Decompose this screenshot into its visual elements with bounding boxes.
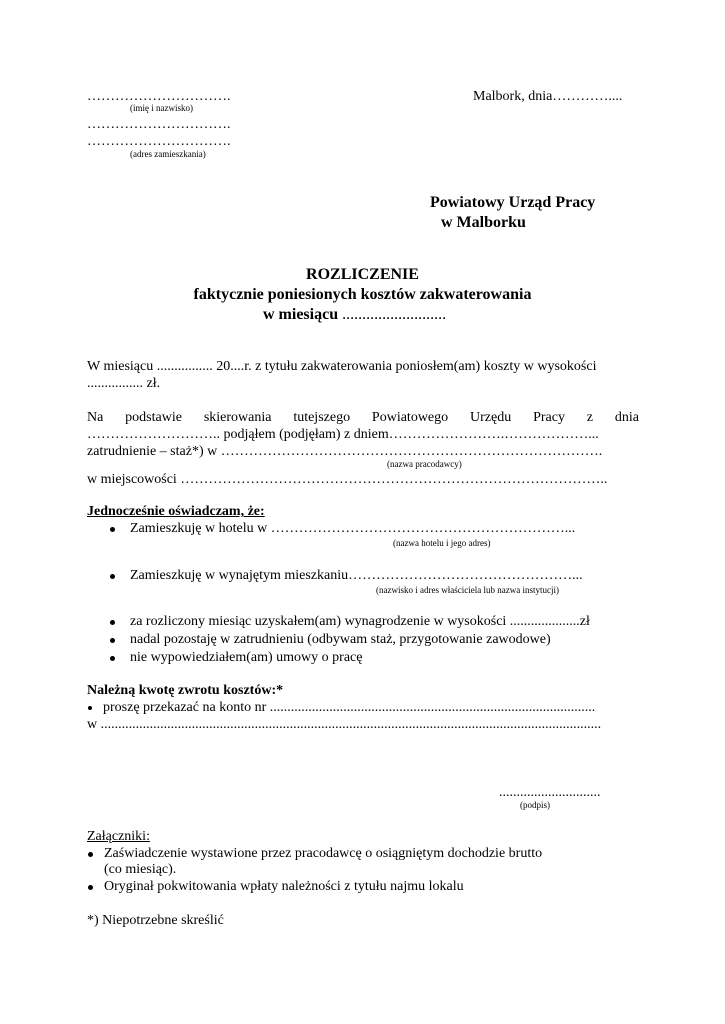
employer-caption: (nazwa pracodawcy) — [387, 459, 462, 469]
title-line1: ROZLICZENIE — [306, 266, 419, 283]
para1-line2: ................ zł. — [87, 376, 161, 391]
attachments-heading: Załączniki: — [87, 829, 150, 844]
para2-line1: Na podstawie skierowania tutejszego Powiatowego Urzędu Pracy z dnia — [87, 410, 639, 425]
bullet-icon — [88, 706, 92, 710]
title-line3-bold: w miesiącu — [263, 306, 339, 323]
bullet-icon — [88, 885, 93, 890]
owner-caption: (nazwisko i adres właściciela lub nazwa instytucji) — [376, 585, 559, 595]
recipient-line1: Powiatowy Urząd Pracy — [430, 194, 596, 211]
sender-address-caption: (adres zamieszkania) — [130, 149, 206, 159]
declaration-item1: Zamieszkuję w hotelu w ………………………………………………………... — [130, 521, 576, 536]
attachment-item1-line2: (co miesiąc). — [104, 862, 177, 877]
bullet-icon — [110, 638, 115, 643]
para2-line2: ……………………….. podjąłem (podjęłam) z dniem…………………….………………... — [87, 427, 599, 442]
bullet-icon — [110, 574, 115, 579]
signature-caption: (podpis) — [520, 800, 550, 810]
attachment-item1-line1: Zaświadczenie wystawione przez pracodawcę o osiągniętym dochodzie brutto — [104, 846, 543, 861]
bullet-icon — [110, 620, 115, 625]
declaration-item5: nie wypowiedziałem(am) umowy o pracę — [130, 650, 363, 665]
hotel-caption: (nazwa hotelu i jego adres) — [393, 538, 491, 548]
declaration-item4: nadal pozostaję w zatrudnieniu (odbywam staż, przygotowanie zawodowe) — [130, 632, 551, 647]
place-date: Malbork, dnia………….... — [473, 89, 623, 104]
sender-address-line1: …………………………. — [87, 117, 231, 132]
para2-line3: zatrudnienie – staż*) w ………………………………………………………………………. — [87, 444, 603, 459]
title-line3-dots: .......................... — [338, 306, 447, 323]
refund-line2: w ............................................................................................................................................... — [87, 717, 602, 732]
para2-line4: w miejscowości ……………………………………………………………………………….. — [87, 472, 608, 487]
bullet-icon — [110, 656, 115, 661]
declaration-item3: za rozliczony miesiąc uzyskałem(am) wynagrodzenie w wysokości ....................zł — [130, 614, 590, 629]
signature-dots: ............................. — [499, 785, 601, 800]
refund-heading: Należną kwotę zwrotu kosztów:* — [87, 683, 284, 698]
bullet-icon — [110, 527, 115, 532]
recipient-line2: w Malborku — [441, 214, 526, 231]
declaration-item2: Zamieszkuję w wynajętym mieszkaniu…………………………………………... — [130, 568, 583, 583]
para1-line1: W miesiącu ................ 20....r. z tytułu zakwaterowania poniosłem(am) koszty w wysokości — [87, 359, 597, 374]
refund-item1: proszę przekazać na konto nr ............................................................................................. — [103, 700, 596, 715]
sender-address-line2: …………………………. — [87, 134, 231, 149]
title-line2: faktycznie poniesionych kosztów zakwaterowania — [193, 286, 532, 303]
title-line3 — [263, 306, 446, 324]
sender-name-caption: (imię i nazwisko) — [130, 103, 193, 113]
footnote: *) Niepotrzebne skreślić — [87, 913, 224, 928]
attachment-item2: Oryginał pokwitowania wpłaty należności z tytułu najmu lokalu — [104, 879, 464, 894]
sender-name-line: …………………………. — [87, 89, 231, 104]
bullet-icon — [88, 852, 93, 857]
declaration-heading: Jednocześnie oświadczam, że: — [87, 504, 265, 519]
